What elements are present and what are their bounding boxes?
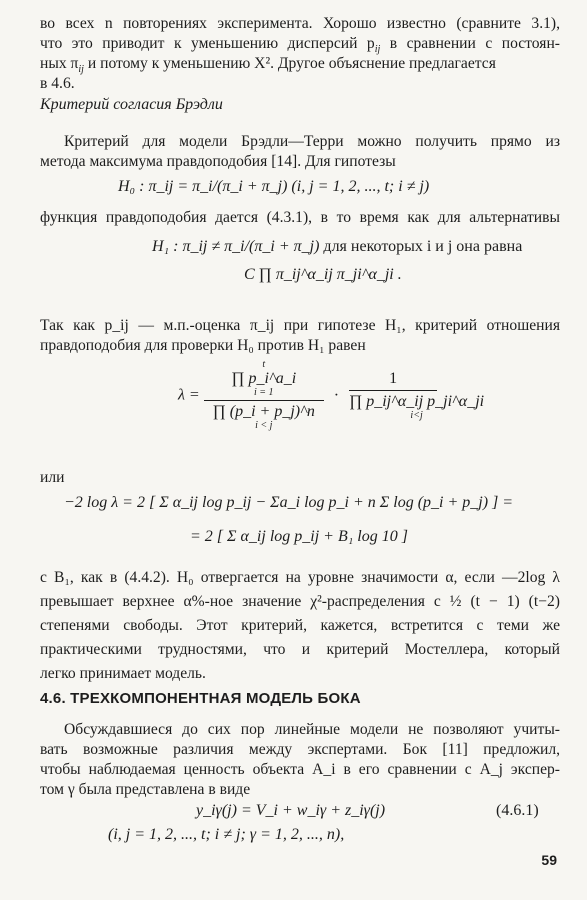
text-line: что это приводит к уменьшению дисперсий $p_{ij}$ в сравнении с постоян-: [40, 35, 560, 56]
text-line: правдоподобия для проверки H₀ против H₁ равен: [40, 337, 366, 354]
text-line: Обсуждавшиеся до сих пор линейные модели не позволяют учиты-: [64, 721, 560, 738]
text-line: функция правдоподобия дается (4.3.1), в то время как для альтернативы: [40, 209, 560, 226]
text-line: в 4.6.: [40, 75, 75, 92]
text-line: превышает верхнее α%-ное значение χ²-распределения с ½ (t − 1) (t−2): [40, 593, 560, 610]
equation-product-c: C ∏ π_ij^α_ij π_ji^α_ji .: [244, 266, 402, 283]
paragraph-ratio: [40, 316, 560, 356]
equation-log-1: −2 log λ = 2 [ Σ α_ij log p_ij − Σa_i log p_i + n Σ log (p_i + p_j) ] =: [64, 494, 514, 511]
text-line: во всех n повторениях эксперимента. Хорошо известно (сравните 3.1),: [40, 15, 560, 32]
text-line: практическими трудностями, что и критерий Мостеллера, который: [40, 641, 560, 658]
equation-bock: y_iγ(j) = V_i + w_iγ + z_iγ(j): [196, 802, 386, 819]
page-number: 59: [541, 852, 557, 868]
text-line: вать возможные различия между экспертами. Бок [11] предложил,: [40, 741, 560, 758]
equation-number: (4.6.1): [496, 802, 539, 819]
equation-lambda: λ = t ∏ p_i^a_i i = 1 ∏ (p_i + p_j)^n i < j · 1 ∏ p_ij^α_ij p_ji^α_ji i<j: [178, 359, 485, 431]
equation-bock-conditions: (i, j = 1, 2, ..., t; i ≠ j; γ = 1, 2, ..., n),: [108, 826, 345, 843]
equation-h0: H₀ : π_ij = π_i/(π_i + π_j) (i, j = 1, 2, ..., t; i ≠ j): [118, 178, 430, 195]
text-line: легко принимает модель.: [40, 665, 206, 682]
text-line: Так как p_ij — м.п.-оценка π_ij при гипотезе H₁, критерий отношения: [40, 317, 560, 334]
text-line: Критерий для модели Брэдли—Терри можно получить прямо из: [64, 133, 560, 150]
section-heading: 4.6. ТРЕХКОМПОНЕНТНАЯ МОДЕЛЬ БОКА: [40, 690, 361, 707]
text-line: ных $\pi_{ij}$ и потому к уменьшению X². Другое объяснение предлагается: [40, 55, 496, 76]
text-line: чтобы наблюдаемая ценность объекта A_i в его сравнении с A_j экспер-: [40, 761, 560, 778]
text-line: метода максимума правдоподобия [14]. Для гипотезы: [40, 153, 396, 170]
paragraph-likelihood: [40, 208, 560, 228]
paragraph-bock-model: [40, 720, 560, 800]
subsection-title: Критерий согласия Брэдли: [40, 96, 223, 113]
text-line: с B₁, как в (4.4.2). H₀ отвергается на уровне значимости α, если —2log λ: [40, 569, 560, 586]
fraction-main: t ∏ p_i^a_i i = 1 ∏ (p_i + p_j)^n i < j: [204, 360, 324, 431]
text-line: степенями свободы. Этот критерий, кажется, встретится с теми же: [40, 617, 560, 634]
or-word: или: [40, 469, 65, 486]
paragraph-criterion: [40, 132, 560, 172]
equation-log-2: = 2 [ Σ α_ij log p_ij + B₁ log 10 ]: [190, 528, 408, 545]
text-line: том γ была представлена в виде: [40, 781, 251, 798]
paragraph-significance: [40, 566, 560, 686]
paragraph-intro: [40, 14, 560, 94]
fraction-secondary: 1 ∏ p_ij^α_ij p_ji^α_ji i<j: [349, 370, 485, 421]
equation-h1: H₁ : π_ij ≠ π_i/(π_i + π_j) для некоторых i и j она равна: [152, 238, 523, 255]
